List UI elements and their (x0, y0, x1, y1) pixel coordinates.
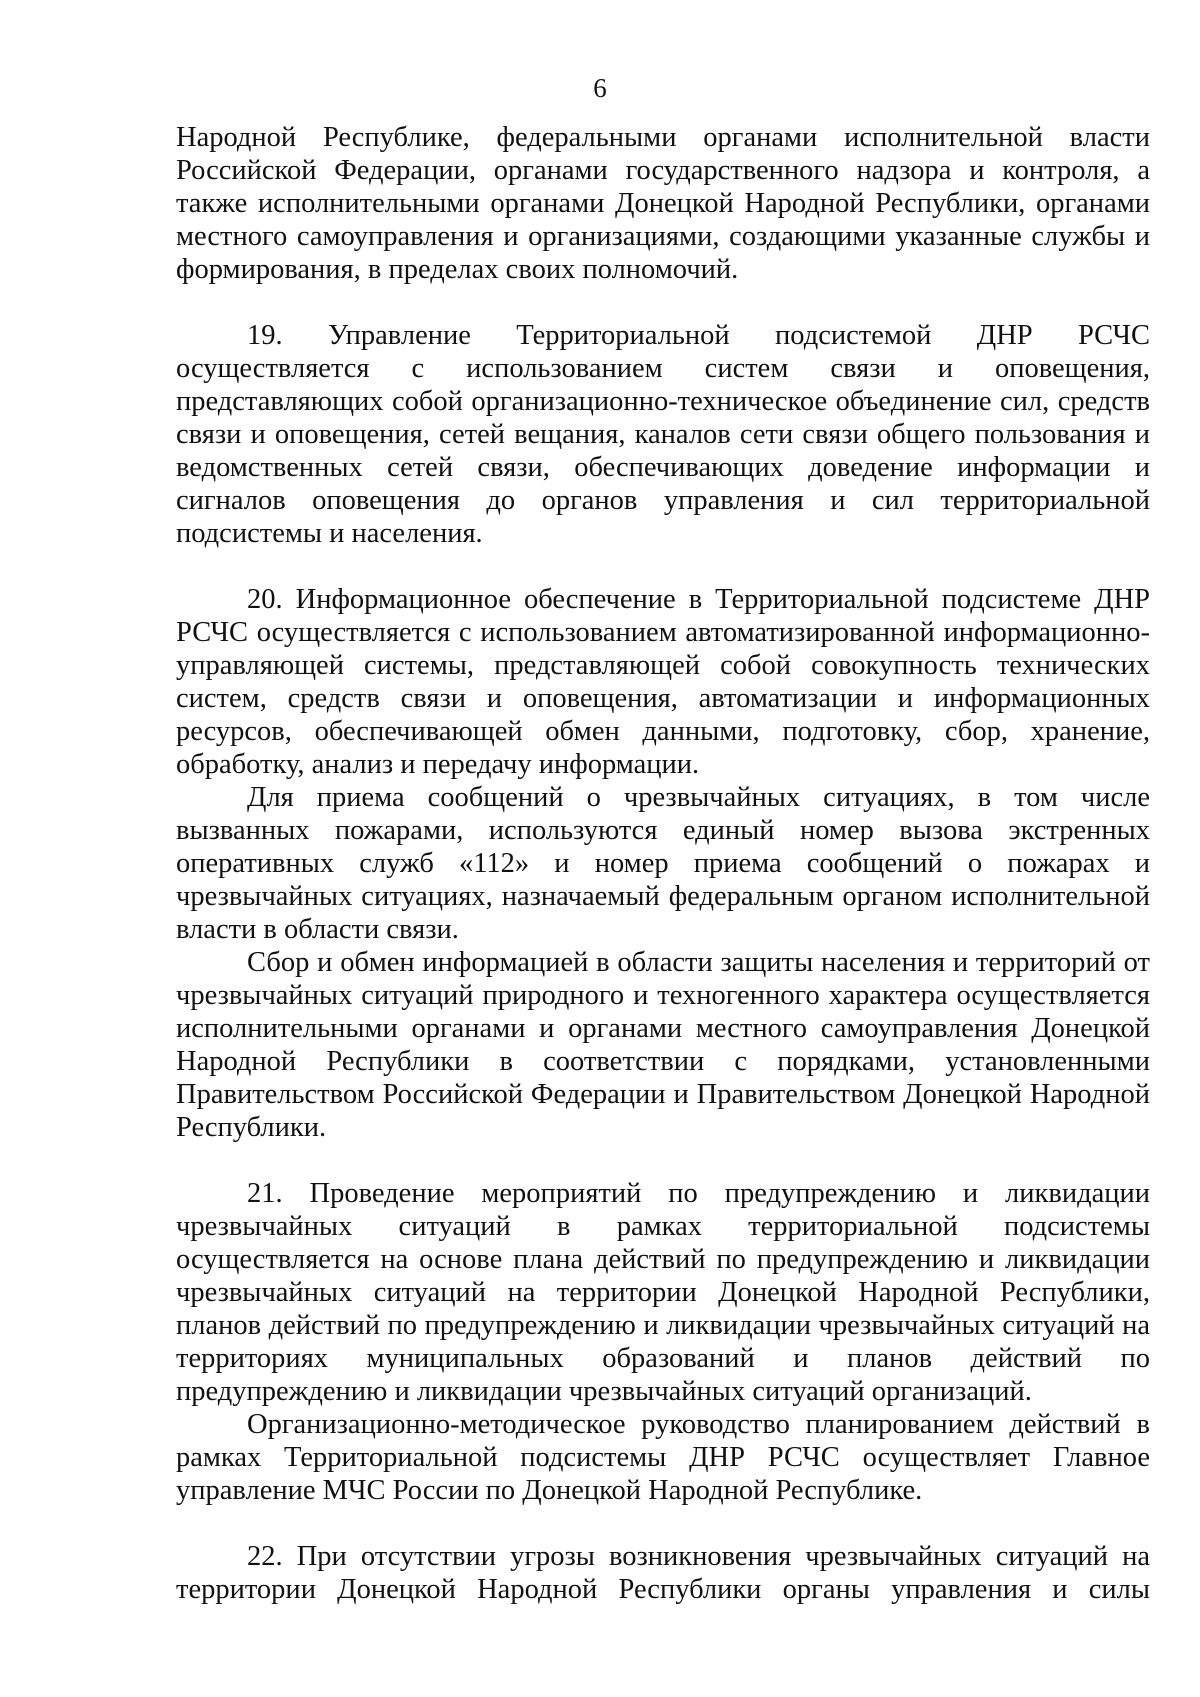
paragraph-21-methodical-guidance: Организационно-методическое руководство планированием действий в рамках Территориальной подсистемы ДНР РСЧС осуществляет Главное управление МЧС России по Донецкой Народной Республике. (176, 1409, 1150, 1506)
page-number: 6 (593, 73, 607, 103)
paragraph-continuation: Народной Республике, федеральными органами исполнительной власти Российской Федерации, органами государственного надзора и контроля, а также исполнительными органами Донецкой Народной Республики, органами местного самоуправления и организациями, создающими указанные службы и формирования, в пределах своих полномочий. (176, 122, 1150, 285)
paragraph-19: 19. Управление Территориальной подсистемой ДНР РСЧС осуществляется с использованием систем связи и оповещения, представляющих собой организационно-техническое объединение сил, средств связи и оповещения, сетей вещания, каналов сети связи общего пользования и ведомственных сетей связи, обеспечивающих доведение информации и сигналов оповещения до органов управления и сил территориальной подсистемы и населения. (176, 320, 1150, 549)
paragraph-22: 22. При отсутствии угрозы возникновения чрезвычайных ситуаций на территории Донецкой Народной Республики органы управления и силы (176, 1541, 1150, 1605)
paragraph-20: 20. Информационное обеспечение в Территориальной подсистеме ДНР РСЧС осуществляется с использованием автоматизированной информационно-управляющей системы, представляющей собой совокупность технических систем, средств связи и оповещения, автоматизации и информационных ресурсов, обеспечивающей обмен данными, подготовку, сбор, хранение, обработку, анализ и передачу информации. (176, 584, 1150, 780)
document-body (176, 121, 1150, 1606)
paragraph-20-information-exchange: Сбор и обмен информацией в области защиты населения и территорий от чрезвычайных ситуаций природного и техногенного характера осуществляется исполнительными органами и органами местного самоуправления Донецкой Народной Республики в соответствии с порядками, установленными Правительством Российской Федерации и Правительством Донецкой Народной Республики. (176, 947, 1150, 1143)
paragraph-21: 21. Проведение мероприятий по предупреждению и ликвидации чрезвычайных ситуаций в рамках территориальной подсистемы осуществляется на основе плана действий по предупреждению и ликвидации чрезвычайных ситуаций на территории Донецкой Народной Республики, планов действий по предупреждению и ликвидации чрезвычайных ситуаций на территориях муниципальных образований и планов действий по предупреждению и ликвидации чрезвычайных ситуаций организаций. (176, 1178, 1150, 1407)
paragraph-20-emergency-numbers: Для приема сообщений о чрезвычайных ситуациях, в том числе вызванных пожарами, используются единый номер вызова экстренных оперативных служб «112» и номер приема сообщений о пожарах и чрезвычайных ситуациях, назначаемый федеральным органом исполнительной власти в области связи. (176, 782, 1150, 945)
